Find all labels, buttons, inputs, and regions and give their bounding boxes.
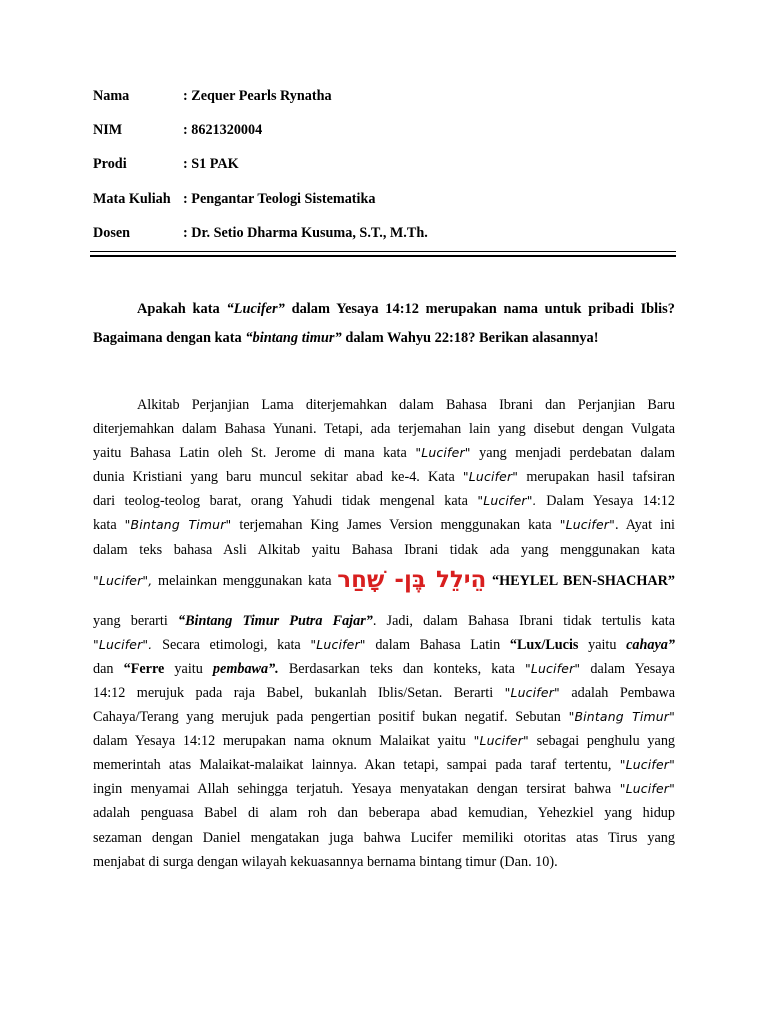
lucifer-term: "Lucifer": [619, 781, 675, 797]
info-label: Dosen: [93, 224, 131, 241]
text: diterjemahkan dalam Bahasa Yunani. Tetapi, ada terjemahan lain yang disebut dengan Vulgata: [93, 421, 675, 438]
info-value: : Dr. Setio Dharma Kusuma, S.T., M.Th.: [183, 224, 428, 241]
question-text: dalam Wahyu 22:18? Berikan alasannya!: [341, 330, 599, 346]
lucifer-term: "Lucifer".: [93, 636, 153, 652]
info-value: : Zequer Pearls Rynatha: [183, 88, 332, 104]
text: Alkitab Perjanjian Lama diterjemahkan dalam Bahasa Ibrani dan Perjanjian Baru: [137, 397, 675, 413]
answer-paragraph: [93, 393, 675, 874]
latin-meaning: cahaya”: [626, 636, 675, 653]
lucifer-term: "Lucifer",: [93, 572, 153, 588]
answer-line: [93, 489, 675, 513]
bintang-timur-term: "Bintang Timur": [124, 517, 232, 533]
text: menjabat di surga dengan wilayah kekuasannya bernama bintang timur (Dan. 10).: [93, 853, 558, 870]
text: adalah penguasa Babel di alam roh dan beberapa abad kemudian, Yehezkiel yang hidup: [93, 805, 675, 822]
answer-line: [93, 538, 675, 562]
text: Berdasarkan teks dan konteks, kata: [278, 660, 525, 677]
answer-line: [93, 801, 675, 825]
info-row-nama: [93, 86, 428, 120]
info-row-prodi: [93, 154, 428, 188]
lucifer-term: "Lucifer": [524, 660, 581, 676]
text: Cahaya/Terang yang merujuk pada pengertian positif bukan negatif. Sebutan: [93, 709, 569, 726]
latin-meaning: pembawa”.: [212, 660, 279, 677]
text: memerintah atas Malaikat-malaikat lainnya. Akan tetapi, sampai pada taraf tertentu,: [93, 757, 620, 774]
student-info: [93, 86, 428, 257]
answer-line: [93, 777, 675, 801]
answer-line: [93, 681, 675, 705]
answer-line: [93, 753, 675, 777]
lucifer-term: "Lucifer": [559, 517, 615, 533]
text: 14:12 merujuk pada raja Babel, bukanlah Iblis/Setan. Berarti: [93, 684, 505, 701]
text: dalam Bahasa Latin: [365, 636, 510, 653]
text: melainkan menggunakan kata: [152, 572, 338, 589]
info-value: : 8621320004: [183, 122, 263, 139]
text: terjemahan King James Version menggunakan kata: [231, 517, 560, 534]
text: . Ayat ini: [615, 517, 675, 534]
question-term: “Lucifer”: [226, 301, 285, 317]
text: sezaman dengan Daniel mengatakan juga bahwa Lucifer memiliki otoritas atas Tirus yang: [93, 829, 675, 846]
text: sebagai penghulu yang: [528, 733, 676, 750]
text: merupakan hasil tafsiran: [518, 469, 675, 486]
transliteration: “HEYLEL BEN-SHACHAR”: [486, 572, 675, 589]
text: Dalam Yesaya 14:12: [536, 493, 675, 510]
text: . Jadi, dalam Bahasa Ibrani tidak tertulis kata: [372, 612, 675, 629]
text: dalam teks bahasa Asli Alkitab yaitu Bahasa Ibrani tidak ada yang menggunakan kata: [93, 541, 675, 558]
lucifer-term: "Lucifer": [415, 445, 471, 461]
text: Secara etimologi, kata: [152, 636, 311, 653]
text: yaitu Bahasa Latin oleh St. Jerome di mana kata: [93, 445, 416, 462]
lucifer-term: "Lucifer": [462, 469, 519, 485]
answer-line: [93, 562, 675, 602]
text: dan: [93, 660, 124, 677]
question-term: “bintang timur”: [245, 330, 342, 346]
answer-line: [93, 705, 675, 729]
info-label: Mata Kuliah: [93, 190, 171, 207]
info-label: Prodi: [93, 156, 127, 173]
info-label: NIM: [93, 122, 123, 139]
answer-line: [93, 826, 675, 850]
text: yaitu: [578, 636, 627, 653]
answer-line: [93, 513, 675, 537]
text: kata: [93, 517, 125, 534]
lucifer-term: "Lucifer": [310, 636, 366, 652]
text: dari teolog-teolog barat, orang Yahudi tidak mengenal kata: [93, 493, 478, 510]
meaning-term: “Bintang Timur Putra Fajar”: [177, 612, 373, 629]
lucifer-term: "Lucifer".: [477, 493, 537, 509]
text: adalah Pembawa: [559, 684, 675, 701]
lucifer-term: "Lucifer": [473, 733, 529, 749]
answer-line: [93, 609, 675, 633]
latin-term: “Lux/Lucis: [509, 636, 579, 653]
lucifer-term: "Lucifer": [504, 684, 560, 700]
answer-line: [93, 465, 675, 489]
info-row-mata-kuliah: [93, 189, 428, 223]
answer-line: [93, 633, 675, 657]
info-value: : S1 PAK: [183, 156, 239, 173]
text: ingin menyamai Allah sehingga terjatuh. Yesaya menyatakan dengan tersirat bahwa: [93, 781, 620, 798]
answer-line: [93, 729, 675, 753]
text: yaitu: [164, 660, 213, 677]
hebrew-text: הֵילֵל בֶּן- שָׁחַר: [337, 566, 487, 593]
question-text: dalam Yesaya 14:12 merupakan nama untuk pribadi Iblis? Bagaimana dengan kata: [93, 301, 675, 346]
text: yang menjadi perdebatan dalam: [470, 445, 675, 462]
latin-term: “Ferre: [123, 660, 165, 677]
answer-line: [93, 393, 675, 417]
answer-line: [93, 850, 675, 874]
header-divider-thin: [90, 251, 676, 252]
text: dunia Kristiani yang baru muncul sekitar abad ke-4. Kata: [93, 469, 463, 486]
text: yang berarti: [93, 612, 178, 629]
answer-line: [93, 441, 675, 465]
answer-line: [93, 657, 675, 681]
question-paragraph: [93, 295, 675, 353]
info-label: Nama: [93, 88, 130, 104]
header-divider-thick: [90, 255, 676, 257]
bintang-timur-term: "Bintang Timur": [568, 709, 675, 725]
lucifer-term: "Lucifer": [619, 757, 675, 773]
text: dalam Yesaya: [580, 660, 675, 677]
question-text: Apakah kata: [137, 301, 227, 317]
info-row-nim: [93, 120, 428, 154]
answer-line: [93, 417, 675, 441]
text: dalam Yesaya 14:12 merupakan nama oknum Malaikat yaitu: [93, 733, 474, 750]
info-value: : Pengantar Teologi Sistematika: [183, 190, 376, 207]
